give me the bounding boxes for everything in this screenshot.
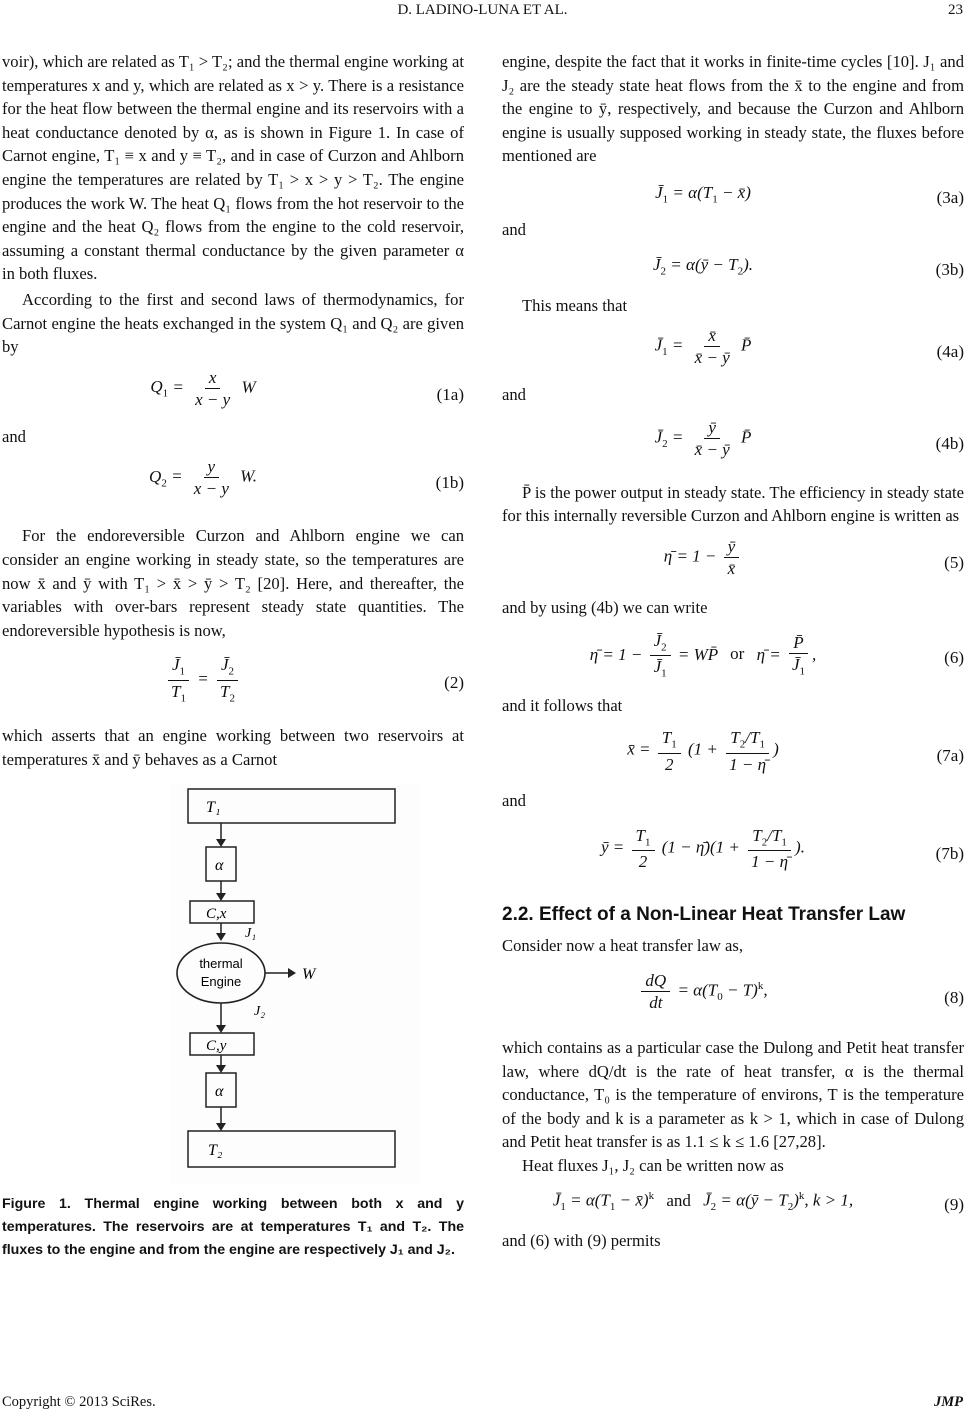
equation-1a: $Q_1$ = $\frac{x}{x - y}$ W (1a): [150, 367, 464, 409]
paragraph: P̄ is the power output in steady state. The efficiency in steady state for this internally reversible Curzon and Ahlborn engine is written as: [502, 482, 964, 526]
equation-4a: $J̄_1$ = $\frac{x̄}{x̄ - ȳ}$ P̄ (4a): [654, 326, 964, 368]
equation-number: (4a): [936, 342, 964, 362]
and-word: and: [666, 1191, 691, 1211]
left-column: [2, 50, 464, 1262]
paragraph: and: [502, 791, 526, 811]
paragraph: and: [502, 219, 526, 239]
equation-5: η̄ = 1 − $\frac{ȳ}{x̄}$ (5): [663, 536, 964, 578]
alpha-label-lower: α: [215, 1083, 224, 1101]
paragraph: and by using (4b) we can write: [502, 597, 708, 617]
equation-number: (7b): [935, 843, 964, 863]
paragraph: voir), which are related as T₁ > T₂; and the thermal engine working at temperatures x and y, which are related as x > y. There is a resistance for the heat flow between the thermal engine and its reservoirs with a heat conductance denoted by α, as is shown in Figure 1. In case of Carnot engine, T₁ ≡ x and y ≡ T₂, and in case of Curzon and Ahlborn engine the temperatures are related by T₁ > x > y > T₂. The engine produces the work W. The heat Q₁ flows from the hot reservoir to the engine and the heat Q₂ flows from the engine to the cold reservoir, assuming a constant thermal conductance by the given parameter α in both fluxes.: [2, 52, 464, 284]
journal-abbrev: JMP: [934, 1394, 963, 1410]
equation-number: (3b): [935, 259, 964, 279]
equation-7a: x̄ = $\frac{T_1}{2}$ (1 + $\frac{T_2/T_1}{1 - \etā}$ ) (7a): [627, 728, 964, 774]
alpha-label-upper: α: [215, 857, 224, 875]
equation-number: (2): [444, 673, 464, 693]
equation-number: (5): [944, 553, 964, 573]
equation-number: (7a): [936, 746, 964, 766]
equation-number: (3a): [936, 188, 964, 208]
paragraph: This means that: [522, 295, 628, 315]
page-number: 23: [948, 2, 963, 18]
running-head: D. LADINO-LUNA ET AL.: [397, 2, 568, 18]
figure-caption: Figure 1. Thermal engine working between both x and y temperatures. The reservoirs are at temperatures T₁ and T₂. The fluxes to the engine and from the engine are respectively J₁ and J₂.: [2, 1196, 464, 1259]
flux-J2-label: J₂: [254, 1004, 266, 1020]
section-heading: 2.2. Effect of a Non-Linear Heat Transfer Law: [502, 903, 906, 925]
equation-9: $J̄_1 = \alpha(T_1$ − x̄)$^k$ and $J̄_2$ = α(ȳ − $T_2)^k$, k > 1, (9): [502, 1185, 964, 1225]
equation-number: (9): [944, 1195, 964, 1215]
paragraph: engine, despite the fact that it works in finite-time cycles [10]. J₁ and J₂ are the steady state heat flows from the x̄ to the engine and from the engine to ȳ, respectively, and because the Curzon and Ahlborn engine is usually supposed working in steady state, the fluxes before mentioned are: [502, 52, 964, 166]
paragraph: According to the first and second laws of thermodynamics, for Carnot engine the heats exchanged in the system Q₁ and Q₂ are given by: [2, 289, 464, 357]
figure-1: [2, 785, 464, 1205]
paragraph: which contains as a particular case the Dulong and Petit heat transfer law, where dQ/dt is the rate of heat transfer, α is the thermal conductance, T₀ is the temperature of environs, T is the temperature of the body and k is a parameter as k > 1, which in case of Dulong and Petit heat transfer is as 1.1 ≤ k ≤ 1.6 [27,28].: [502, 1037, 964, 1152]
equation-2: $\frac{J̄_1}{T_1}$ = $\frac{J̄_2}{T_2}$ (2): [2, 648, 464, 718]
cx-label: C,x: [206, 906, 227, 923]
engine-label-line2: Engine: [200, 974, 242, 990]
paragraph: and (6) with (9) permits: [502, 1231, 661, 1251]
page-header: [0, 2, 965, 26]
equation-number: (1a): [436, 384, 464, 404]
reservoir-T1-label: T₁: [206, 799, 221, 817]
paragraph: and it follows that: [502, 695, 623, 715]
flux-J1-label: J₁: [245, 926, 257, 942]
copyright: Copyright © 2013 SciRes.: [2, 1394, 156, 1410]
paragraph: For the endoreversible Curzon and Ahlborn engine we can consider an engine working in steady state, so the temperatures are now x̄ and ȳ with T₁ > x̄ > ȳ > T₂ [20]. Here, and thereafter, the variables with over-bars represent steady state quantities. The endoreversible hypothesis is now,: [2, 526, 464, 640]
engine-diagram: [2, 785, 464, 1185]
paragraph: which asserts that an engine working between two reservoirs at temperatures x̄ and ȳ behaves as a Carnot: [2, 726, 464, 769]
work-W-label: W: [302, 966, 316, 984]
or-word: or: [730, 644, 745, 664]
paragraph: and: [502, 385, 526, 405]
equation-number: (6): [944, 647, 964, 667]
equation-8: $\frac{dQ}{dt}$ = $\alpha(T_0 - T)^k$, (8): [502, 966, 964, 1030]
equation-3a: $J̄_1 = \alpha(T_1$ − x̄) (3a): [502, 178, 964, 218]
equation-number: (4b): [935, 433, 964, 453]
equation-6: η̄ = 1 − $\frac{J̄_2}{J̄_1}$ = WP̄ or η̄ = $\frac{P̄}{J̄_1}$ , (6): [589, 630, 964, 680]
equation-1b: $Q_2$ = $\frac{y}{x - y}$ W. (1b): [149, 457, 464, 499]
reservoir-T2-label: T₂: [208, 1142, 223, 1160]
paragraph: Heat fluxes J₁, J₂ can be written now as: [522, 1155, 784, 1175]
equation-7b: ȳ = $\frac{T_1}{2}$ (1 − η̄)(1 + $\frac{T_2/T_1}{1 - \etā}$ ). (7b): [601, 825, 964, 872]
equation-3b: $J̄_2$ = α(ȳ − $T_2$). (3b): [502, 250, 964, 290]
equation-4b: $J̄_2$ = $\frac{ȳ}{x̄ - ȳ}$ P̄ (4b): [654, 417, 964, 459]
paragraph: Consider now a heat transfer law as,: [502, 936, 743, 956]
paragraph: and: [2, 426, 26, 446]
engine-label-line1: thermal: [199, 956, 243, 972]
equation-number: (1b): [435, 473, 464, 493]
right-column: [502, 50, 964, 1253]
cy-label: C,y: [206, 1038, 227, 1055]
equation-number: (8): [944, 988, 964, 1008]
